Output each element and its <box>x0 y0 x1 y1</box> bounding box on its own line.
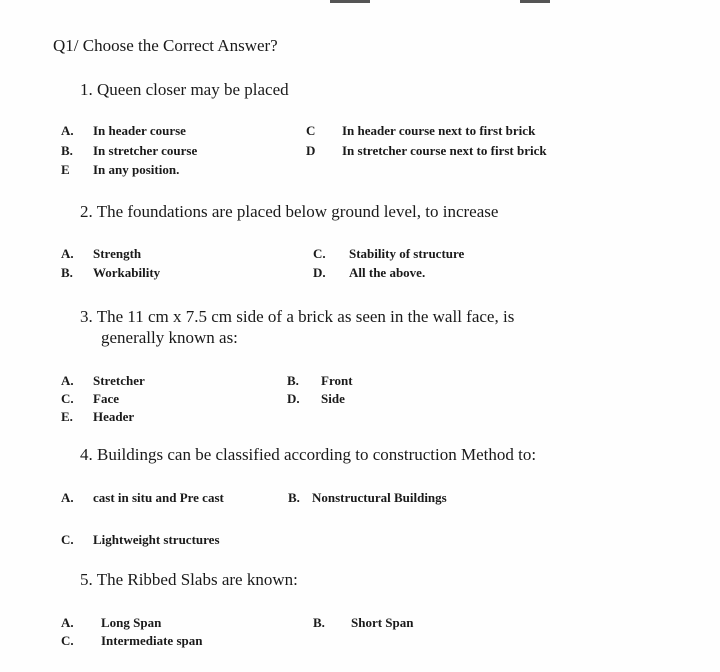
option-text: All the above. <box>349 265 426 280</box>
option-text: cast in situ and Pre cast <box>93 490 224 505</box>
option-letter: C. <box>313 246 326 261</box>
q3-option-a[interactable] <box>61 373 145 389</box>
question-3-text-line1: 3. The 11 cm x 7.5 cm side of a brick as seen in the wall face, is <box>80 307 515 326</box>
option-letter: C. <box>61 633 74 648</box>
q2-option-c[interactable] <box>313 246 464 262</box>
question-2-text: 2. The foundations are placed below ground level, to increase <box>80 202 499 221</box>
q2-option-b[interactable] <box>61 265 160 281</box>
option-text: Strength <box>93 246 142 261</box>
option-text: Header <box>93 409 135 424</box>
q1-option-c[interactable] <box>306 123 535 139</box>
option-text: Face <box>93 391 119 406</box>
option-text: Intermediate span <box>101 633 203 648</box>
q4-option-a[interactable] <box>61 490 224 506</box>
option-letter: A. <box>61 373 74 388</box>
option-text: In any position. <box>93 162 180 177</box>
option-letter: B. <box>61 143 73 158</box>
option-text: Long Span <box>101 615 162 630</box>
q4-option-c[interactable] <box>61 532 220 548</box>
option-letter: D. <box>287 391 300 406</box>
option-text: Nonstructural Buildings <box>312 490 447 505</box>
option-letter: B. <box>288 490 300 505</box>
q5-option-c[interactable] <box>61 633 202 649</box>
option-text: Workability <box>93 265 161 280</box>
option-text: Side <box>321 391 345 406</box>
q5-option-a[interactable] <box>61 615 161 631</box>
option-letter: C. <box>61 532 74 547</box>
option-text: Front <box>321 373 353 388</box>
question-3-text-line2: generally known as: <box>101 328 238 347</box>
option-text: In stretcher course next to first brick <box>342 143 547 158</box>
option-letter: D <box>306 143 316 158</box>
option-text: In header course <box>93 123 186 138</box>
q1-option-b[interactable] <box>61 143 197 159</box>
q1-option-e[interactable] <box>61 162 179 178</box>
q1-option-a[interactable] <box>61 123 186 139</box>
q5-option-b[interactable] <box>313 615 414 631</box>
cropped-text-mark <box>330 0 370 3</box>
option-letter: B. <box>313 615 325 630</box>
question-1-text: 1. Queen closer may be placed <box>80 80 289 99</box>
option-text: Stretcher <box>93 373 145 388</box>
option-letter: C. <box>61 391 74 406</box>
option-letter: D. <box>313 265 326 280</box>
option-text: In stretcher course <box>93 143 198 158</box>
option-letter: A. <box>61 123 74 138</box>
option-text: Short Span <box>351 615 414 630</box>
option-letter: A. <box>61 490 74 505</box>
option-letter: A. <box>61 615 74 630</box>
option-letter: C <box>306 123 316 138</box>
section-title: Q1/ Choose the Correct Answer? <box>53 36 278 55</box>
option-letter: B. <box>61 265 73 280</box>
q2-option-d[interactable] <box>313 265 425 281</box>
option-letter: B. <box>287 373 299 388</box>
q2-option-a[interactable] <box>61 246 141 262</box>
option-text: Stability of structure <box>349 246 465 261</box>
q4-option-b[interactable] <box>288 490 447 506</box>
q3-option-b[interactable] <box>287 373 353 389</box>
q3-option-e[interactable] <box>61 409 134 425</box>
question-5-text: 5. The Ribbed Slabs are known: <box>80 570 298 589</box>
option-letter: A. <box>61 246 74 261</box>
q3-option-c[interactable] <box>61 391 119 407</box>
q1-option-d[interactable] <box>306 143 547 159</box>
option-text: Lightweight structures <box>93 532 220 547</box>
option-text: In header course next to first brick <box>342 123 536 138</box>
q3-option-d[interactable] <box>287 391 345 407</box>
question-4-text: 4. Buildings can be classified according to construction Method to: <box>80 445 537 464</box>
option-letter: E <box>61 162 70 177</box>
cropped-text-mark <box>520 0 550 3</box>
option-letter: E. <box>61 409 73 424</box>
